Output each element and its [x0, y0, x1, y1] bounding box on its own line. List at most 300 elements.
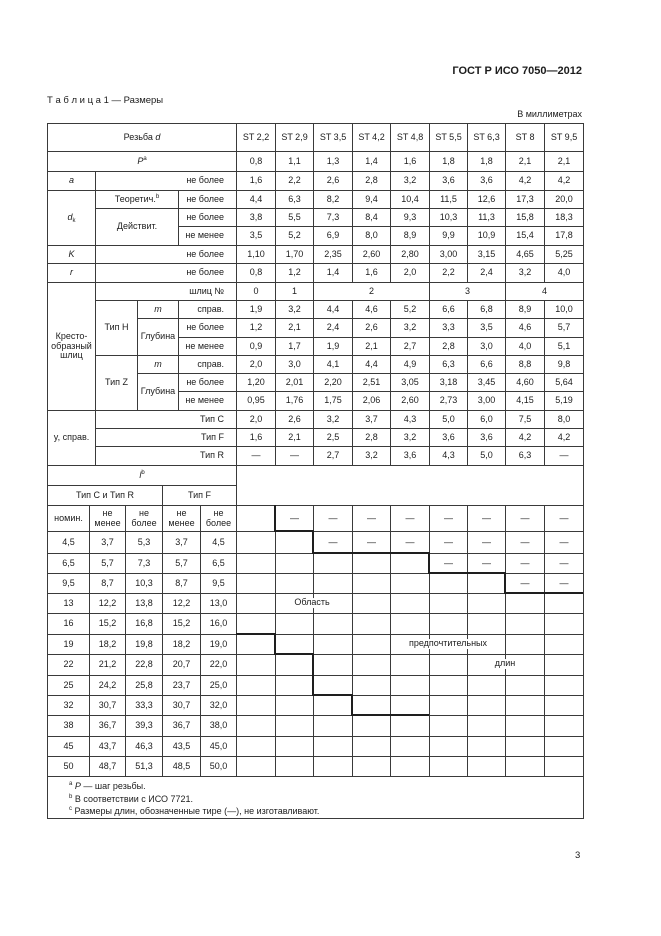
- value-cell: 8,9: [391, 227, 430, 246]
- value-cell: 20,0: [545, 191, 584, 209]
- availability-cell: [468, 594, 506, 614]
- value-cell: 1,4: [353, 152, 391, 172]
- value-cell: 3,6: [430, 172, 468, 191]
- length-cell: 19,0: [201, 635, 237, 655]
- value-cell: 3,5: [468, 319, 506, 338]
- availability-cell: [391, 554, 430, 574]
- availability-cell: [353, 554, 391, 574]
- availability-cell: [506, 696, 545, 716]
- value-cell: 4,3: [430, 447, 468, 466]
- value-cell: 1,1: [276, 152, 314, 172]
- length-row: [48, 716, 584, 737]
- availability-cell: —: [430, 506, 468, 532]
- value-cell: 2,0: [237, 411, 276, 429]
- availability-cell: [430, 614, 468, 635]
- value-cell: 2,8: [353, 429, 391, 447]
- thread-symbol: d: [155, 131, 161, 142]
- availability-cell: [276, 696, 314, 716]
- value-cell: 3,2: [506, 264, 545, 283]
- availability-cell: —: [430, 532, 468, 554]
- length-cell: 23,7: [163, 676, 201, 696]
- value-cell: 2,6: [276, 411, 314, 429]
- value-cell: 3,5: [237, 227, 276, 246]
- availability-cell: [545, 655, 584, 676]
- length-cell: 5,7: [163, 554, 201, 574]
- footnotes: [48, 777, 584, 819]
- availability-cell: [237, 554, 276, 574]
- size-header-cell: ST 3,5: [314, 124, 353, 152]
- value-cell: 3,2: [276, 301, 314, 319]
- size-header-cell: ST 4,8: [391, 124, 430, 152]
- value-cell: 1,9: [237, 301, 276, 319]
- availability-cell: [276, 614, 314, 635]
- length-cell: 25,8: [126, 676, 163, 696]
- availability-cell: [276, 737, 314, 757]
- value-cell: 4,2: [506, 429, 545, 447]
- value-cell: 1,8: [468, 152, 506, 172]
- size-header-row: [48, 124, 584, 152]
- availability-cell: [545, 716, 584, 737]
- length-cell: 13,0: [201, 594, 237, 614]
- length-cell: 5,3: [126, 532, 163, 554]
- length-cell: 39,3: [126, 716, 163, 737]
- availability-cell: [468, 574, 506, 594]
- value-cell: 3,2: [391, 172, 430, 191]
- y-type-f-row: [48, 429, 584, 447]
- length-cell: 15,2: [163, 614, 201, 635]
- value-cell: 5,25: [545, 246, 584, 264]
- a-label: a: [48, 172, 96, 191]
- availability-cell: [391, 716, 430, 737]
- availability-cell: —: [314, 532, 353, 554]
- type-h-m-row: [48, 301, 584, 319]
- availability-cell: [430, 757, 468, 777]
- availability-cell: [237, 532, 276, 554]
- type-h-label: Тип H: [96, 301, 138, 356]
- length-header-row: [48, 466, 584, 486]
- value-cell: 3,6: [430, 429, 468, 447]
- availability-cell: —: [506, 532, 545, 554]
- value-cell: 5,64: [545, 374, 584, 392]
- value-cell: —: [545, 447, 584, 466]
- availability-cell: [506, 594, 545, 614]
- length-cell: 32,0: [201, 696, 237, 716]
- value-cell: 2,2: [430, 264, 468, 283]
- value-cell: 4,0: [545, 264, 584, 283]
- value-cell: 2,6: [353, 319, 391, 338]
- min-header: не менее: [90, 506, 126, 532]
- availability-cell: [506, 635, 545, 655]
- length-symbol: l: [139, 469, 142, 480]
- value-cell: 7,5: [506, 411, 545, 429]
- length-subheader-row: [48, 506, 584, 532]
- value-cell: 2,35: [314, 246, 353, 264]
- m-label: m: [138, 356, 179, 374]
- length-cell: 16,8: [126, 614, 163, 635]
- availability-cell: [468, 737, 506, 757]
- footnote-ref: b: [155, 193, 160, 200]
- value-cell: 1,75: [314, 392, 353, 411]
- availability-cell: [391, 614, 430, 635]
- value-cell: 1,8: [430, 152, 468, 172]
- length-cell: 43,5: [163, 737, 201, 757]
- value-cell: 2,1: [545, 152, 584, 172]
- value-cell: 6,3: [430, 356, 468, 374]
- availability-cell: —: [353, 532, 391, 554]
- availability-cell: [430, 574, 468, 594]
- value-cell: 8,2: [314, 191, 353, 209]
- length-cell: 24,2: [90, 676, 126, 696]
- availability-cell: —: [506, 574, 545, 594]
- value-cell: 1,70: [276, 246, 314, 264]
- length-cell: 15,2: [90, 614, 126, 635]
- length-row: [48, 737, 584, 757]
- availability-cell: [314, 635, 353, 655]
- availability-cell: [314, 655, 353, 676]
- length-cell: 5,7: [90, 554, 126, 574]
- value-cell: 6,3: [506, 447, 545, 466]
- availability-cell: [391, 594, 430, 614]
- length-cell: 20,7: [163, 655, 201, 676]
- length-cell: 16: [48, 614, 90, 635]
- length-row: [48, 757, 584, 777]
- availability-cell: [545, 635, 584, 655]
- value-cell: 5,7: [545, 319, 584, 338]
- value-cell: 4,15: [506, 392, 545, 411]
- availability-cell: [276, 757, 314, 777]
- value-cell: 2,4: [314, 319, 353, 338]
- document-id: ГОСТ Р ИСО 7050—2012: [452, 65, 582, 77]
- value-cell: 6,3: [276, 191, 314, 209]
- depth-max-qualifier: не более: [179, 374, 237, 392]
- availability-cell: [391, 696, 430, 716]
- length-cell: 13: [48, 594, 90, 614]
- value-cell: 7,3: [314, 209, 353, 227]
- value-cell: 5,0: [430, 411, 468, 429]
- value-cell: 9,8: [545, 356, 584, 374]
- availability-cell: [276, 532, 314, 554]
- m-qualifier: справ.: [179, 356, 237, 374]
- size-header-cell: ST 2,2: [237, 124, 276, 152]
- value-cell: 2,5: [314, 429, 353, 447]
- availability-cell: [353, 676, 391, 696]
- value-cell: 1,7: [276, 338, 314, 356]
- value-cell: 17,3: [506, 191, 545, 209]
- dimensions-table: [47, 123, 584, 466]
- length-cell: 38: [48, 716, 90, 737]
- availability-cell: [506, 614, 545, 635]
- availability-cell: [314, 716, 353, 737]
- max-header: не более: [126, 506, 163, 532]
- value-cell: 3,6: [468, 172, 506, 191]
- availability-cell: —: [430, 554, 468, 574]
- value-cell: 0,8: [237, 264, 276, 283]
- value-cell: 10,3: [430, 209, 468, 227]
- availability-cell: [276, 574, 314, 594]
- availability-cell: [545, 737, 584, 757]
- availability-cell: [276, 554, 314, 574]
- value-cell: 2,0: [237, 356, 276, 374]
- value-cell: 15,4: [506, 227, 545, 246]
- availability-cell: [430, 594, 468, 614]
- value-cell: 3,8: [237, 209, 276, 227]
- size-header-cell: ST 4,2: [353, 124, 391, 152]
- recess-number-label: шлиц №: [96, 283, 237, 301]
- length-cell: 3,7: [90, 532, 126, 554]
- pitch-label: [48, 152, 237, 172]
- availability-cell: [506, 676, 545, 696]
- availability-cell: [314, 614, 353, 635]
- page-number: 3: [575, 850, 581, 861]
- value-cell: 4,1: [314, 356, 353, 374]
- recess-number: 3: [430, 283, 506, 301]
- value-cell: 12,6: [468, 191, 506, 209]
- value-cell: 10,9: [468, 227, 506, 246]
- availability-cell: [237, 594, 276, 614]
- length-cell: 50,0: [201, 757, 237, 777]
- length-table: [47, 465, 584, 819]
- length-cell: 21,2: [90, 655, 126, 676]
- availability-cell: [468, 676, 506, 696]
- value-cell: 3,0: [468, 338, 506, 356]
- length-cell: 48,5: [163, 757, 201, 777]
- value-cell: 2,60: [391, 392, 430, 411]
- type-z-m-row: [48, 356, 584, 374]
- dk-actual-max-qualifier: не более: [179, 209, 237, 227]
- value-cell: 2,51: [353, 374, 391, 392]
- availability-cell: [353, 614, 391, 635]
- value-cell: 3,05: [391, 374, 430, 392]
- value-cell: 2,60: [353, 246, 391, 264]
- value-cell: 3,7: [353, 411, 391, 429]
- length-cell: 25: [48, 676, 90, 696]
- value-cell: 2,7: [391, 338, 430, 356]
- value-cell: 1,20: [237, 374, 276, 392]
- length-cell: 19,8: [126, 635, 163, 655]
- value-cell: 2,1: [506, 152, 545, 172]
- length-cell: 25,0: [201, 676, 237, 696]
- availability-cell: [314, 676, 353, 696]
- availability-cell: [391, 655, 430, 676]
- length-cell: 45: [48, 737, 90, 757]
- footnote-ref: b: [141, 469, 145, 476]
- value-cell: 2,4: [468, 264, 506, 283]
- nominal-header: номин.: [48, 506, 90, 532]
- value-cell: 2,1: [276, 429, 314, 447]
- length-row: [48, 696, 584, 716]
- availability-cell: —: [314, 506, 353, 532]
- value-cell: 6,0: [468, 411, 506, 429]
- availability-cell: [391, 574, 430, 594]
- availability-cell: [468, 716, 506, 737]
- recess-number: 1: [276, 283, 314, 301]
- availability-cell: —: [468, 532, 506, 554]
- value-cell: 1,6: [237, 429, 276, 447]
- y-type-label: Тип C: [96, 411, 237, 429]
- length-cell: 38,0: [201, 716, 237, 737]
- recess-number-row: [48, 283, 584, 301]
- min-header: не менее: [163, 506, 201, 532]
- value-cell: 5,1: [545, 338, 584, 356]
- availability-cell: [353, 696, 391, 716]
- length-cell: 43,7: [90, 737, 126, 757]
- availability-cell: —: [276, 506, 314, 532]
- y-type-r-row: [48, 447, 584, 466]
- availability-cell: [237, 635, 276, 655]
- length-row: [48, 532, 584, 554]
- value-cell: 4,60: [506, 374, 545, 392]
- value-cell: 4,2: [545, 429, 584, 447]
- length-cell: 22: [48, 655, 90, 676]
- dk-actual-label: Действит.: [96, 209, 179, 246]
- value-cell: 6,6: [430, 301, 468, 319]
- availability-cell: [276, 676, 314, 696]
- availability-cell: [237, 655, 276, 676]
- value-cell: 1,2: [276, 264, 314, 283]
- length-cell: 12,2: [90, 594, 126, 614]
- availability-cell: [353, 737, 391, 757]
- depth-label: Глубина: [138, 319, 179, 356]
- pitch-row: [48, 152, 584, 172]
- value-cell: 8,4: [353, 209, 391, 227]
- length-cell: 4,5: [201, 532, 237, 554]
- length-cell: 6,5: [201, 554, 237, 574]
- availability-cell: [506, 716, 545, 737]
- value-cell: 2,0: [391, 264, 430, 283]
- length-cell: 7,3: [126, 554, 163, 574]
- length-cell: 22,8: [126, 655, 163, 676]
- availability-cell: [314, 737, 353, 757]
- value-cell: 1,4: [314, 264, 353, 283]
- availability-cell: [545, 696, 584, 716]
- value-cell: 8,9: [506, 301, 545, 319]
- length-cell: 18,2: [90, 635, 126, 655]
- value-cell: 11,3: [468, 209, 506, 227]
- value-cell: 3,0: [276, 356, 314, 374]
- availability-cell: —: [545, 532, 584, 554]
- value-cell: 1,10: [237, 246, 276, 264]
- length-cell: 32: [48, 696, 90, 716]
- y-label: y, справ.: [48, 411, 96, 466]
- availability-cell: [237, 737, 276, 757]
- value-cell: 8,8: [506, 356, 545, 374]
- region-label: предпочтительных: [408, 638, 488, 649]
- value-cell: 9,9: [430, 227, 468, 246]
- value-cell: 8,0: [545, 411, 584, 429]
- size-header-cell: ST 9,5: [545, 124, 584, 152]
- length-header: [48, 466, 237, 486]
- value-cell: 2,01: [276, 374, 314, 392]
- value-cell: 2,6: [314, 172, 353, 191]
- value-cell: 3,6: [391, 447, 430, 466]
- m-label: m: [138, 301, 179, 319]
- length-cell: 6,5: [48, 554, 90, 574]
- value-cell: 6,8: [468, 301, 506, 319]
- value-cell: 6,9: [314, 227, 353, 246]
- value-cell: —: [237, 447, 276, 466]
- availability-cell: [353, 655, 391, 676]
- availability-cell: [276, 655, 314, 676]
- availability-cell: [545, 594, 584, 614]
- availability-cell: [468, 757, 506, 777]
- footnote-c: $^c$ Размеры длин, обозначенные тире (—), не изготавливают.: [69, 806, 320, 816]
- footnote-b: $^b$ В соответствии с ИСО 7721.: [69, 793, 194, 804]
- r-row: [48, 264, 584, 283]
- availability-cell: [314, 757, 353, 777]
- value-cell: 3,45: [468, 374, 506, 392]
- availability-cell: [430, 696, 468, 716]
- availability-cell: [430, 676, 468, 696]
- k-row: [48, 246, 584, 264]
- y-type-label: Тип F: [96, 429, 237, 447]
- length-cell: 9,5: [48, 574, 90, 594]
- length-cell: 19: [48, 635, 90, 655]
- length-cell: 8,7: [90, 574, 126, 594]
- value-cell: 1,6: [391, 152, 430, 172]
- length-cell: 51,3: [126, 757, 163, 777]
- dk-theoretical-row: [48, 191, 584, 209]
- a-row: [48, 172, 584, 191]
- length-row: [48, 635, 584, 655]
- availability-cell: [353, 574, 391, 594]
- value-cell: 2,06: [353, 392, 391, 411]
- value-cell: 3,00: [430, 246, 468, 264]
- length-blank-cell: [237, 466, 584, 506]
- value-cell: 17,8: [545, 227, 584, 246]
- value-cell: 1,2: [237, 319, 276, 338]
- region-label: Область: [294, 597, 330, 608]
- max-header: не более: [201, 506, 237, 532]
- m-qualifier: справ.: [179, 301, 237, 319]
- recess-label: Кресто-образный шлиц: [48, 283, 96, 411]
- availability-cell: [353, 716, 391, 737]
- length-cell: 45,0: [201, 737, 237, 757]
- availability-cell: —: [506, 554, 545, 574]
- dk-theoretical-qualifier: не более: [179, 191, 237, 209]
- depth-min-qualifier: не менее: [179, 338, 237, 356]
- availability-cell: [506, 757, 545, 777]
- group-type-c-r: Тип C и Тип R: [48, 486, 163, 506]
- length-row: [48, 676, 584, 696]
- availability-cell: —: [506, 506, 545, 532]
- value-cell: 9,3: [391, 209, 430, 227]
- footnotes-row: [48, 777, 584, 819]
- availability-cell: —: [391, 532, 430, 554]
- value-cell: 6,6: [468, 356, 506, 374]
- availability-cell: [468, 696, 506, 716]
- value-cell: 3,18: [430, 374, 468, 392]
- length-cell: 22,0: [201, 655, 237, 676]
- value-cell: —: [276, 447, 314, 466]
- units-note: В миллиметрах: [517, 109, 582, 119]
- value-cell: 2,80: [391, 246, 430, 264]
- value-cell: 3,15: [468, 246, 506, 264]
- y-type-label: Тип R: [96, 447, 237, 466]
- a-qualifier: не более: [96, 172, 237, 191]
- availability-cell: [237, 716, 276, 737]
- value-cell: 5,2: [391, 301, 430, 319]
- value-cell: 2,73: [430, 392, 468, 411]
- availability-cell: [353, 757, 391, 777]
- value-cell: 4,6: [353, 301, 391, 319]
- depth-min-qualifier: не менее: [179, 392, 237, 411]
- size-header-cell: ST 2,9: [276, 124, 314, 152]
- value-cell: 1,6: [353, 264, 391, 283]
- value-cell: 10,0: [545, 301, 584, 319]
- length-row: [48, 614, 584, 635]
- value-cell: 0,9: [237, 338, 276, 356]
- value-cell: 3,2: [353, 447, 391, 466]
